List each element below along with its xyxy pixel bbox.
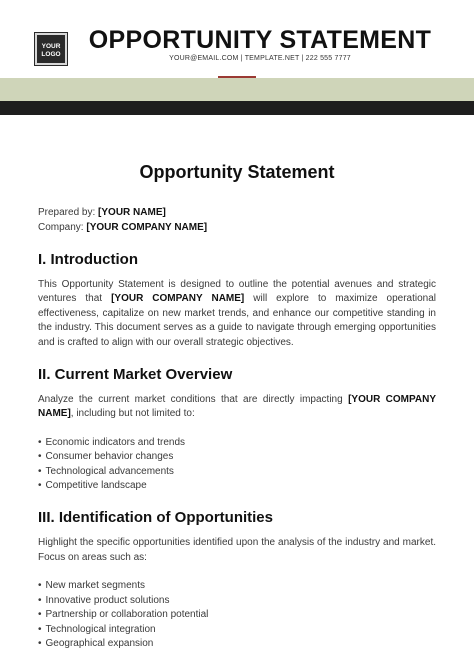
list-item: • Technological integration — [38, 623, 436, 637]
list-item: • Competitive landscape — [38, 479, 436, 493]
logo-line-2: LOGO — [41, 50, 61, 58]
list-item: • Consumer behavior changes — [38, 450, 436, 464]
section-heading-introduction: I. Introduction — [38, 251, 138, 268]
prepared-by-label: Prepared by: — [38, 207, 96, 218]
opportunities-paragraph: Highlight the specific opportunities identified upon the analysis of the industry and market. Focus on areas such as: — [38, 537, 436, 563]
company-label: Company: — [38, 222, 84, 233]
decorative-band-light — [0, 78, 474, 101]
document-body — [38, 162, 436, 651]
logo-line-1: YOUR — [41, 43, 61, 50]
company — [38, 220, 436, 235]
page-header — [0, 0, 474, 78]
intro-text-1: This Opportunity Statement is designed to outline the potential avenues and strategic ventures that — [38, 279, 436, 305]
intro-text-2: will explore to maximize operational effectiveness, capitalize on new market trends, and enhance our competitive standing in the industry. This document serves as a guide to navigate through emerging opportunities and is crafted to align with our overall strategic objectives. — [38, 293, 437, 348]
list-item: • Partnership or collaboration potential — [38, 608, 436, 622]
section-heading-opportunities: III. Identification of Opportunities — [38, 509, 273, 527]
list-item: • Technological advancements — [38, 465, 436, 479]
list-item: • New market segments — [38, 579, 436, 593]
header-contact: YOUR@EMAIL.COM | TEMPLATE.NET | 222 555 7777 — [169, 55, 351, 62]
market-paragraph — [38, 393, 436, 422]
market-factors-list — [38, 436, 436, 494]
list-item: • Geographical expansion — [38, 637, 436, 651]
header-title: OPPORTUNITY STATEMENT — [88, 26, 432, 54]
list-item: • Economic indicators and trends — [38, 436, 436, 450]
section-heading-market-overview: II. Current Market Overview — [38, 366, 233, 384]
company-value: [YOUR COMPANY NAME] — [86, 222, 208, 233]
prepared-by — [38, 205, 436, 220]
company-logo — [35, 33, 67, 65]
decorative-band-dark — [0, 101, 474, 115]
document-title: Opportunity Statement — [139, 162, 335, 182]
market-text-1: Analyze the current market conditions that are directly impacting — [38, 394, 343, 406]
introduction-paragraph — [38, 278, 436, 350]
intro-company-name: [YOUR COMPANY NAME] — [111, 293, 245, 305]
market-text-2: , including but not limited to: — [70, 408, 195, 420]
prepared-by-value: [YOUR NAME] — [98, 207, 166, 218]
market-company-name: [YOUR COMPANY NAME] — [38, 394, 437, 420]
opportunities-list — [38, 579, 436, 651]
list-item: • Innovative product solutions — [38, 594, 436, 608]
